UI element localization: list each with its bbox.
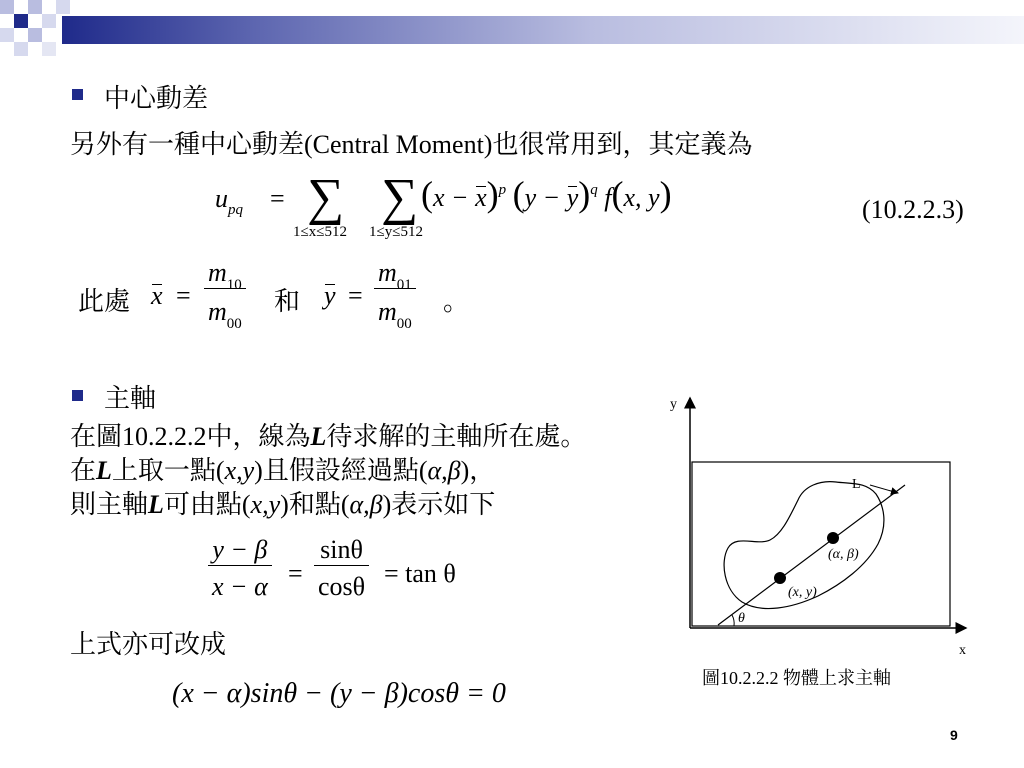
axis-description-line1: 在圖10.2.2.2中，線為L待求解的主軸所在處。	[70, 422, 587, 451]
sum-symbol-2: ∑	[381, 169, 419, 226]
deco-square	[28, 28, 42, 42]
header-decoration	[0, 0, 1024, 62]
where-definition: 此處 x = $\frac{m_{10}}{m_{00}}$ 和 y = $\frac{m_{01}}{m_{00}}$ 。	[78, 258, 470, 332]
rewrite-text: 上式亦可改成	[70, 630, 227, 659]
section-heading-principal-axis: 主軸	[104, 384, 157, 413]
bullet-icon	[72, 390, 83, 401]
section-heading-central-moment: 中心動差	[104, 84, 209, 113]
deco-square	[42, 42, 56, 56]
equation-number: (10.2.2.3)	[862, 195, 964, 224]
deco-square	[14, 14, 28, 28]
eq-lhs-sub: pq	[228, 202, 243, 218]
deco-square	[0, 28, 14, 42]
y-axis-label: y	[670, 397, 677, 412]
deco-square	[14, 42, 28, 56]
principal-axis-figure	[670, 390, 970, 660]
deco-square	[56, 0, 70, 14]
ybar-fraction: $\frac{m_{01}}{m_{00}}$	[374, 258, 416, 327]
axis-description-line2: 在L上取一點(x,y)且假設經過點(α,β)，	[70, 456, 496, 485]
and-word: 和	[274, 287, 301, 316]
angle-label: θ	[738, 611, 745, 626]
summand: $(x - x)^p$ $(y - y)^q$ f(x, y)	[421, 174, 672, 214]
angle-arc	[732, 615, 734, 626]
page-number: 9	[950, 727, 958, 743]
figure-caption: 圖10.2.2.2 物體上求主軸	[702, 668, 891, 688]
sum1-limits: 1≤x≤512	[293, 224, 347, 240]
tan-rhs: = tan θ	[384, 559, 456, 588]
where-end: 。	[443, 287, 470, 316]
eq-lhs: u	[215, 184, 228, 213]
point-alpha-beta	[827, 532, 839, 544]
deco-square	[42, 14, 56, 28]
trig-fraction: $\frac{\sin\theta}{\cos\theta}$	[314, 535, 369, 602]
line-label: L	[852, 477, 861, 492]
point-alpha-beta-label: (α, β)	[828, 547, 859, 562]
point-x-y	[774, 572, 786, 584]
slope-equation: $\frac{y - \beta}{x - \alpha}$ = $\frac{\sin\theta}{\cos\theta}$ = tan θ	[208, 535, 508, 620]
line-equation: (x − α)sinθ − (y − β)cosθ = 0	[172, 678, 506, 709]
where-prefix: 此處	[78, 287, 131, 316]
axis-description-line3: 則主軸L可由點(x,y)和點(α,β)表示如下	[70, 490, 496, 519]
principal-axis-line	[718, 485, 905, 625]
slope-fraction: $\frac{y - \beta}{x - \alpha}$	[208, 535, 272, 602]
intro-text: 另外有一種中心動差(Central Moment)也很常用到，其定義為	[70, 130, 753, 159]
deco-square	[0, 0, 14, 14]
bullet-icon	[72, 89, 83, 100]
x-axis-label: x	[959, 643, 966, 658]
sum2-limits: 1≤y≤512	[369, 224, 423, 240]
point-x-y-label: (x, y)	[788, 585, 817, 600]
deco-square	[28, 0, 42, 14]
header-gradient-bar	[62, 16, 1024, 44]
xbar-fraction: $\frac{m_{10}}{m_{00}}$	[204, 258, 246, 327]
sum-symbol-1: ∑	[307, 169, 345, 226]
central-moment-equation: $u_{pq}$ = ∑ 1≤x≤512 ∑ 1≤y≤512 $(x - x)^p$ $(y - y)^q$ f(x, y)	[215, 169, 672, 240]
